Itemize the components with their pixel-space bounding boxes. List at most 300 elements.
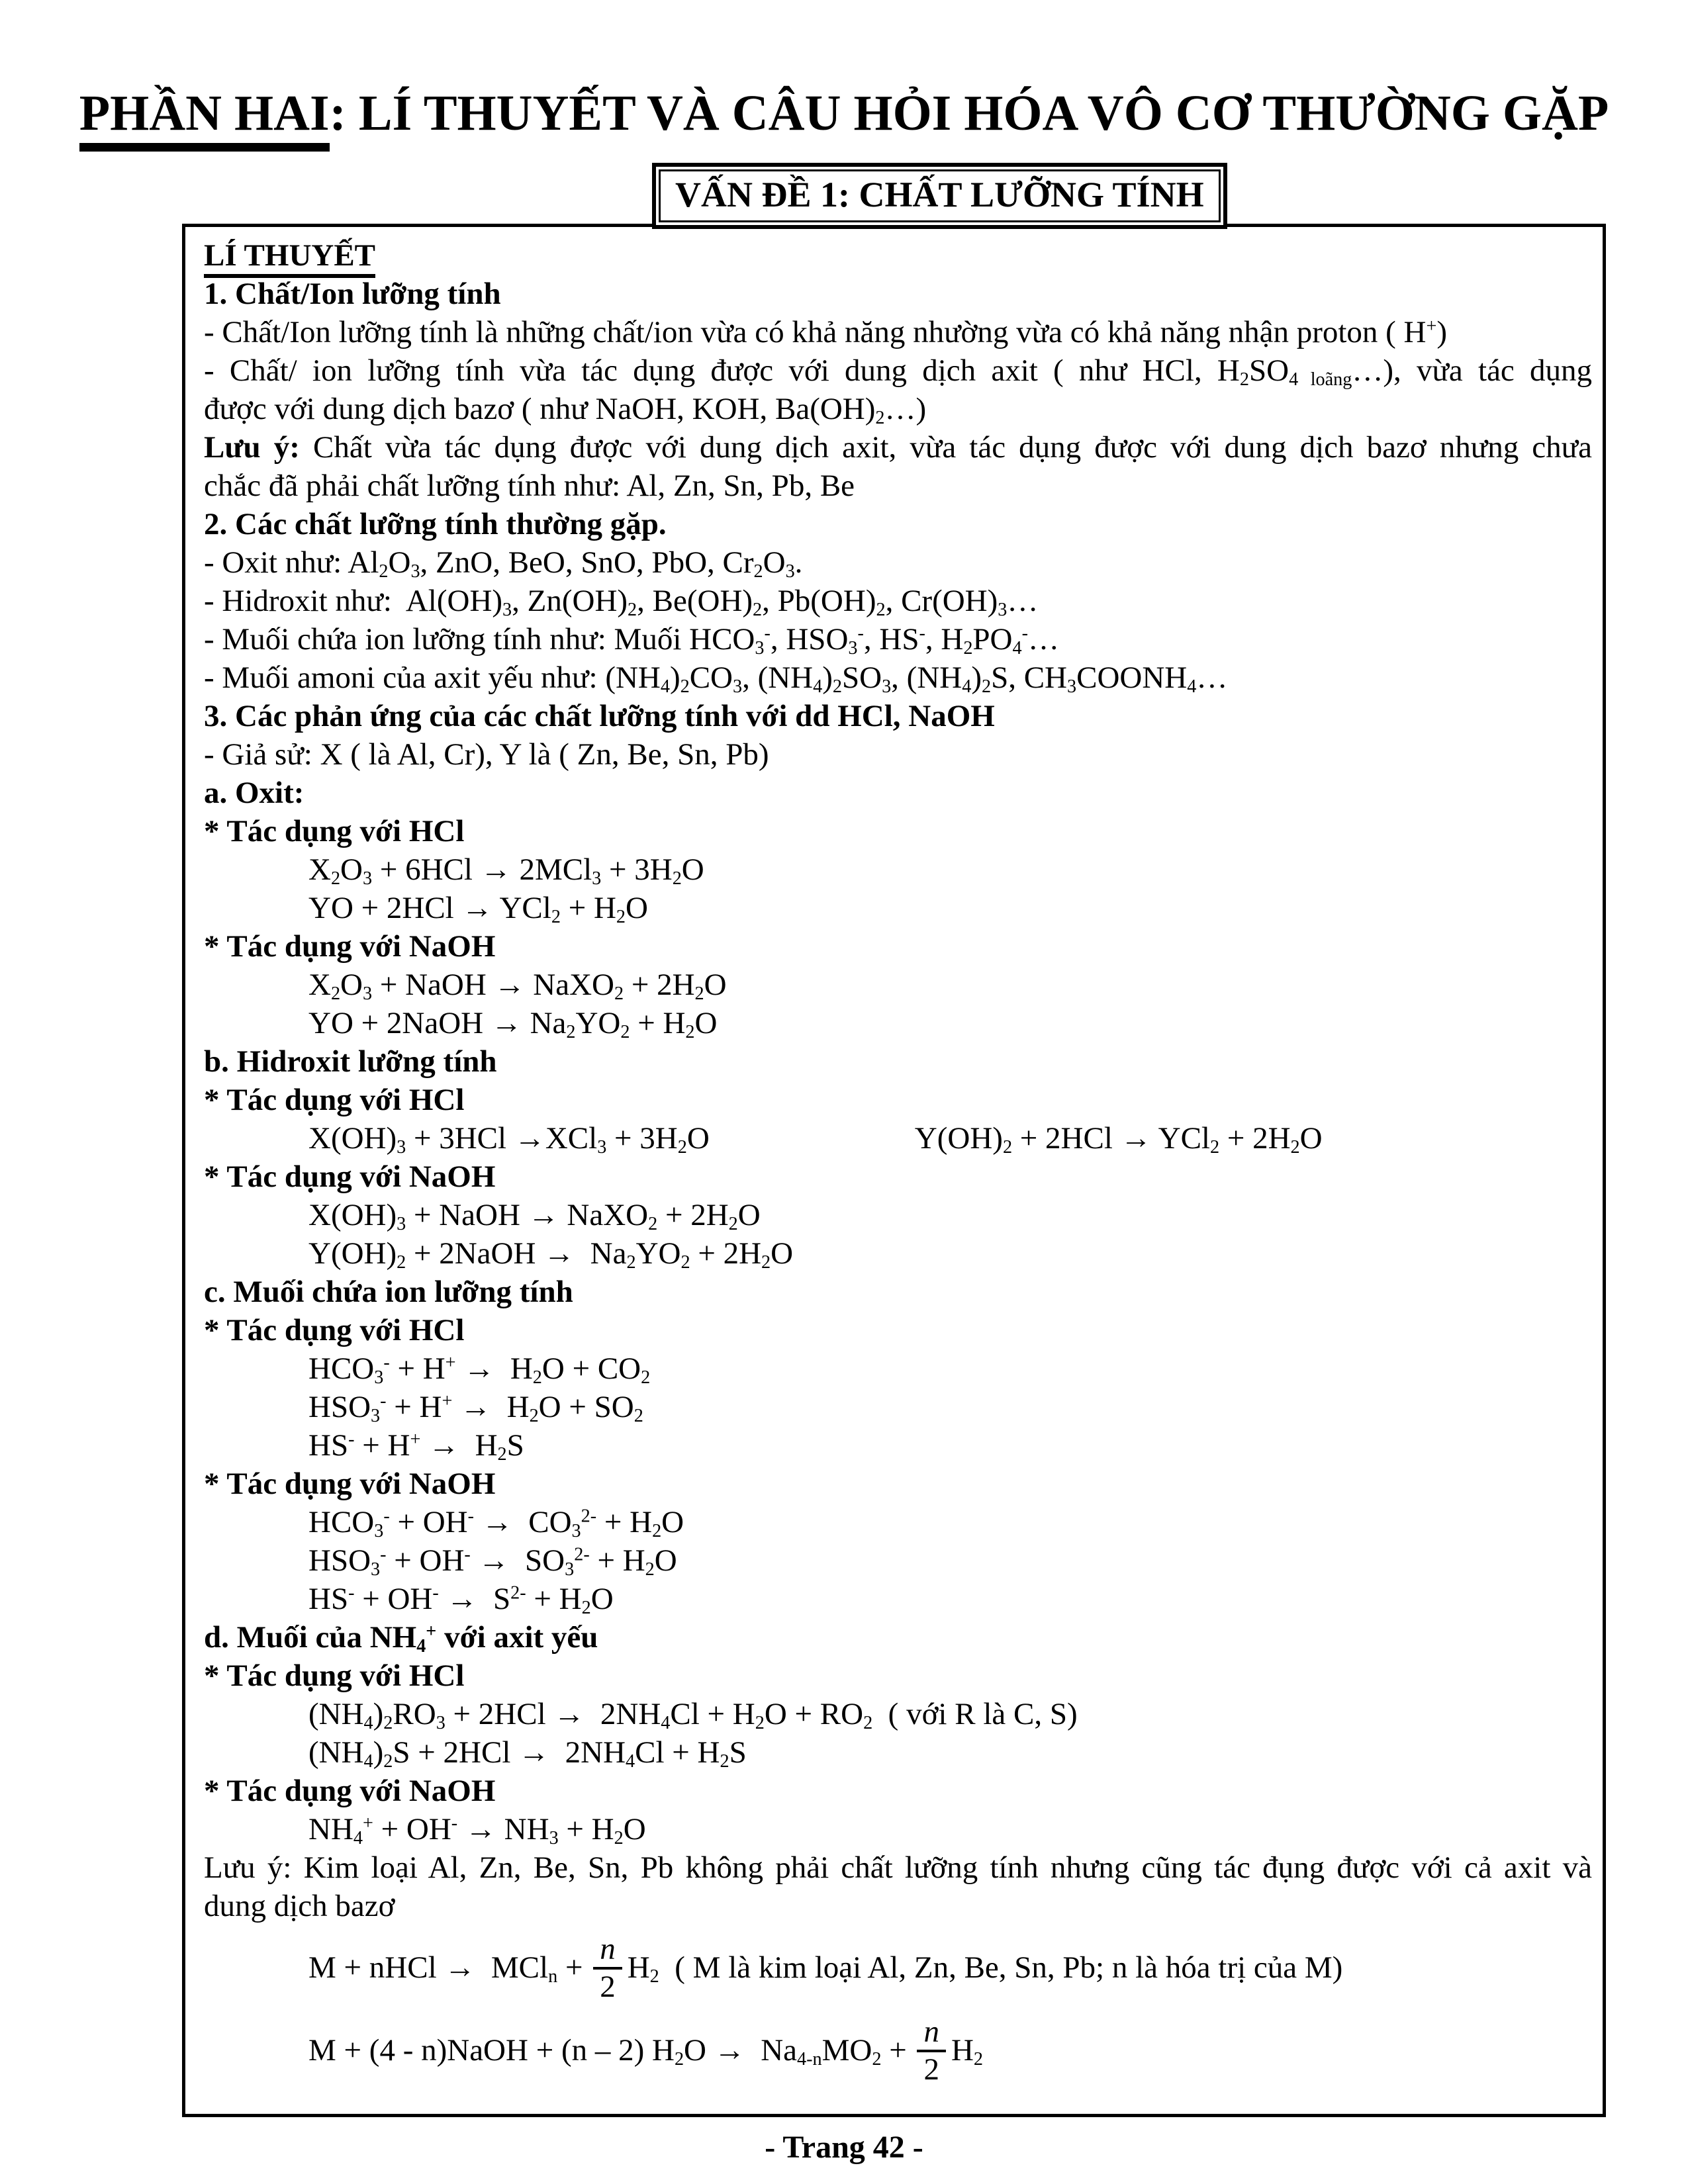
text-segment: , HSO <box>770 621 849 657</box>
text-segment: ) <box>373 1735 384 1770</box>
text-segment: - <box>464 1544 471 1565</box>
text-segment: 3 <box>371 1559 381 1580</box>
text-segment: 2 <box>680 1251 690 1273</box>
text-segment: 2 <box>680 676 690 697</box>
text-segment: + OH <box>389 1504 468 1539</box>
problem-box-label: VẤN ĐỀ 1: CHẤT LƯỠNG TÍNH <box>659 169 1221 222</box>
text-segment: … <box>1027 621 1059 657</box>
text-segment: 2- <box>510 1582 526 1604</box>
fraction: $\frac{n}{2}$ <box>593 1933 622 2004</box>
text-segment: - Giả sử: X ( là Al, Cr), Y là ( Zn, Be, Sn, Pb) <box>204 737 769 772</box>
text-segment: 2 <box>761 1251 771 1273</box>
text-segment: M + nHCl → MCl <box>308 1950 549 1985</box>
text-segment: Y(OH) <box>308 1236 397 1271</box>
text-line <box>204 390 1592 428</box>
text-line <box>204 1388 1592 1426</box>
text-segment: 4 <box>626 1751 635 1772</box>
text-segment: HCO <box>308 1351 375 1386</box>
text-segment: + 2NaOH → Na <box>406 1236 627 1271</box>
text-segment: S + 2HCl → 2NH <box>393 1735 626 1770</box>
text-segment: 3 <box>363 868 373 889</box>
text-segment: + 2H <box>624 967 695 1002</box>
text-line <box>204 505 1592 543</box>
text-segment: + <box>426 1621 437 1642</box>
text-line <box>204 1311 1592 1349</box>
text-segment: X(OH) <box>308 1120 397 1156</box>
text-line <box>204 966 1592 1004</box>
text-segment: + OH <box>373 1811 451 1846</box>
text-segment: 4 <box>353 1827 363 1848</box>
text-segment: 2 <box>649 1966 659 1987</box>
text-segment: 2 <box>1002 1136 1013 1158</box>
text-segment: → SO <box>470 1543 565 1578</box>
fraction: $\frac{n}{2}$ <box>917 2016 946 2087</box>
text-segment: , Pb(OH) <box>762 583 876 618</box>
text-segment: H <box>951 2032 974 2068</box>
text-segment: + 6HCl → 2MCl <box>372 852 592 887</box>
text-line <box>204 1081 1592 1119</box>
text-segment: d. Muối của NH <box>204 1619 417 1655</box>
text-segment: 3 <box>565 1559 575 1580</box>
text-segment: - <box>1021 623 1028 644</box>
text-segment: * Tác dụng với HCl <box>204 1312 465 1347</box>
text-segment: 2 <box>1210 1136 1220 1158</box>
text-segment: RO <box>393 1696 436 1731</box>
text-segment: - Muối amoni của axit yếu như: (NH <box>204 660 661 695</box>
text-segment: 2 <box>720 1751 729 1772</box>
text-segment: 2 <box>614 1827 624 1848</box>
text-line <box>204 774 1592 812</box>
text-line <box>204 1158 1592 1196</box>
text-segment: … <box>1007 583 1039 618</box>
text-segment: CO <box>689 660 733 695</box>
page-number: - Trang 42 - <box>765 2130 923 2165</box>
text-segment: - Hidroxit như: Al(OH) <box>204 583 503 618</box>
text-segment: YO + 2NaOH → Na <box>308 1005 567 1040</box>
text-segment: * Tác dụng với HCl <box>204 1082 465 1117</box>
text-segment: O <box>704 967 727 1002</box>
text-line <box>204 1887 1592 1925</box>
text-line <box>204 1119 1592 1158</box>
text-line <box>204 1810 1592 1848</box>
text-segment: 2 <box>497 1443 507 1465</box>
text-segment: , ZnO, BeO, SnO, PbO, Cr <box>420 545 754 580</box>
text-line <box>204 1618 1592 1657</box>
text-segment: 2 <box>876 599 886 620</box>
text-segment: b. Hidroxit lưỡng tính <box>204 1044 497 1079</box>
text-segment: 2- <box>574 1544 590 1565</box>
text-segment: O <box>686 1120 710 1156</box>
text-segment: O <box>694 1005 718 1040</box>
text-segment: , HS <box>863 621 919 657</box>
text-segment: 3 <box>592 868 602 889</box>
text-segment: SO <box>1248 353 1289 388</box>
text-segment: O <box>763 545 786 580</box>
text-segment: 2 <box>529 1405 539 1426</box>
text-segment: Lưu ý: <box>204 430 300 465</box>
text-segment: + 2H <box>657 1197 729 1232</box>
text-segment: 2 <box>677 1136 687 1158</box>
text-segment: O → Na <box>684 2032 798 2068</box>
text-segment: + NaOH → NaXO <box>372 967 614 1002</box>
text-segment: M + (4 - n)NaOH + (n – 2) H <box>308 2032 675 2068</box>
text-segment: ) <box>669 660 680 695</box>
text-segment: , Cr(OH) <box>885 583 998 618</box>
text-segment: * Tác dụng với HCl <box>204 1658 465 1693</box>
text-segment: 4 loãng <box>1289 369 1352 390</box>
text-segment: 2 <box>648 1213 658 1234</box>
text-segment: 2 <box>981 676 992 697</box>
text-segment: 4 <box>363 1751 373 1772</box>
text-segment: 4 <box>363 1712 373 1733</box>
text-line <box>204 927 1592 966</box>
text-segment: …) <box>884 391 927 426</box>
text-segment: + H <box>526 1581 582 1616</box>
text-segment: → H <box>452 1389 530 1424</box>
text-segment: + <box>881 2032 915 2068</box>
text-segment: 4 <box>661 1712 671 1733</box>
text-segment: - <box>383 1506 390 1527</box>
text-segment: 2 <box>753 561 763 582</box>
text-segment: 2 <box>397 1251 406 1273</box>
text-segment: 2 <box>616 906 626 927</box>
text-segment: O <box>737 1197 761 1232</box>
text-segment: …), vừa tác dụng <box>1352 353 1593 388</box>
text-segment: + <box>557 1950 591 1985</box>
problem-box <box>652 163 1227 229</box>
text-segment: O <box>681 852 704 887</box>
text-segment: 4-n <box>797 2048 822 2070</box>
text-segment: 3 <box>571 1520 581 1541</box>
text-line <box>204 850 1592 889</box>
text-segment: O <box>340 852 363 887</box>
text-line <box>204 1695 1592 1733</box>
text-segment: 4 <box>1187 676 1197 697</box>
text-segment: O <box>654 1543 677 1578</box>
text-segment: HSO <box>308 1543 371 1578</box>
text-line <box>204 1196 1592 1234</box>
text-line <box>204 1004 1592 1042</box>
text-segment: 2 <box>832 676 842 697</box>
text-segment: 2 <box>672 868 682 889</box>
text-segment: O + RO <box>764 1696 864 1731</box>
text-segment: HCO <box>308 1504 375 1539</box>
text-segment: 2 <box>685 1021 695 1042</box>
text-segment: H <box>627 1950 650 1985</box>
text-segment: HS <box>308 1581 349 1616</box>
text-line <box>204 1933 1592 2008</box>
text-segment: - <box>348 1582 355 1604</box>
text-line <box>204 735 1592 774</box>
text-segment: 2 <box>728 1213 738 1234</box>
text-segment: Y(OH) <box>914 1120 1003 1156</box>
text-segment: COONH <box>1076 660 1188 695</box>
text-segment: PO <box>972 621 1013 657</box>
text-segment: 2 <box>755 1712 765 1733</box>
text-segment: 3 <box>733 676 743 697</box>
text-segment: - Oxit như: Al <box>204 545 379 580</box>
text-segment: 3 <box>848 637 858 659</box>
text-segment: 2 <box>383 1751 393 1772</box>
text-line <box>204 1503 1592 1541</box>
text-segment: Lưu ý: Kim loại Al, Zn, Be, Sn, Pb không phải chất lưỡng tính nhưng cũng tác đụng được với cả axit và <box>204 1850 1592 1885</box>
text-segment: 2 <box>614 983 624 1004</box>
text-segment: 2 <box>674 2048 684 2070</box>
text-line <box>204 1273 1592 1311</box>
text-segment: ( M là kim loại Al, Zn, Be, Sn, Pb; n là hóa trị của M) <box>659 1950 1343 1985</box>
text-segment: - <box>432 1582 439 1604</box>
text-segment: O <box>1299 1120 1323 1156</box>
text-line <box>204 812 1592 850</box>
text-line <box>204 659 1592 697</box>
text-line <box>204 582 1592 620</box>
text-segment: - <box>919 623 925 644</box>
text-line <box>204 620 1592 659</box>
text-line <box>204 1234 1592 1273</box>
text-segment: 2 <box>383 1712 393 1733</box>
text-segment: O <box>340 967 363 1002</box>
text-segment: 3 <box>371 1405 381 1426</box>
text-segment: (NH <box>308 1735 364 1770</box>
text-segment: YO <box>635 1236 681 1271</box>
title-colon: : <box>329 85 346 141</box>
text-line <box>204 1733 1592 1772</box>
text-segment: - Muối chứa ion lưỡng tính như: Muối HCO <box>204 621 755 657</box>
text-segment: + <box>410 1429 421 1450</box>
text-segment: HS <box>308 1428 349 1463</box>
text-segment: 2 <box>620 1021 630 1042</box>
text-segment: + 3H <box>606 1120 678 1156</box>
text-segment: 3 <box>397 1213 406 1234</box>
text-line <box>204 1349 1592 1388</box>
text-segment: O <box>388 545 411 580</box>
text-segment: c. Muối chứa ion lưỡng tính <box>204 1274 573 1309</box>
text-segment: - Chất/ ion lưỡng tính vừa tác dụng được với dung dịch axit ( như HCl, H <box>204 353 1240 388</box>
text-segment: 3 <box>998 599 1008 620</box>
text-segment: ) <box>373 1696 384 1731</box>
text-segment: , H <box>925 621 964 657</box>
text-segment: + 2HCl → YCl <box>1012 1120 1210 1156</box>
text-segment: 2 <box>1239 369 1249 390</box>
text-segment: - <box>380 1390 387 1412</box>
text-line <box>204 2016 1592 2091</box>
text-segment: 2 <box>330 983 341 1004</box>
text-segment: + H <box>386 1389 442 1424</box>
text-segment: 2 <box>694 983 704 1004</box>
theory-box <box>182 224 1606 2117</box>
text-segment: X(OH) <box>308 1197 397 1232</box>
text-segment: + 2H <box>1219 1120 1291 1156</box>
text-segment: O + SO <box>538 1389 634 1424</box>
text-segment: 3 <box>374 1367 384 1388</box>
text-segment: O <box>623 1811 646 1846</box>
text-segment: a. Oxit: <box>204 775 305 810</box>
text-segment: 3 <box>755 637 765 659</box>
text-segment: 3 <box>374 1520 384 1541</box>
page-footer <box>0 2129 1688 2165</box>
text-segment: NH <box>308 1811 353 1846</box>
text-segment: 3 <box>1067 676 1077 697</box>
text-segment: SO <box>841 660 882 695</box>
text-segment: 4 <box>416 1635 426 1657</box>
text-segment: 1. Chất/Ion lưỡng tính <box>204 276 501 311</box>
text-segment: 2 <box>626 1251 636 1273</box>
text-line <box>204 1541 1592 1580</box>
text-segment: 3 <box>502 599 512 620</box>
text-segment: , Zn(OH) <box>512 583 628 618</box>
text-line <box>204 1657 1592 1695</box>
text-segment: … <box>1196 660 1228 695</box>
text-segment: 2 <box>645 1559 655 1580</box>
text-segment: ) <box>822 660 833 695</box>
text-segment: → S <box>438 1581 511 1616</box>
text-segment: với axit yếu <box>436 1619 598 1655</box>
text-segment: Cl + H <box>670 1696 755 1731</box>
text-segment: + 3HCl →XCl <box>406 1120 598 1156</box>
text-segment: Chất vừa tác dụng được với dung dịch axit, vừa tác dụng được với dung dịch bazơ nhưng chưa <box>299 430 1593 465</box>
text-segment: S, CH <box>991 660 1067 695</box>
text-segment: + <box>442 1390 453 1412</box>
text-segment: 2 <box>551 906 561 927</box>
text-line <box>204 351 1592 390</box>
text-segment: 3 <box>363 983 373 1004</box>
text-segment: - <box>451 1813 458 1834</box>
text-segment: + 3H <box>601 852 673 887</box>
text-segment: 2 <box>872 2048 882 2070</box>
text-segment: chắc đã phải chất lưỡng tính như: Al, Zn, Sn, Pb, Be <box>204 468 855 503</box>
text-segment: 3 <box>397 1136 406 1158</box>
text-segment: 2- <box>581 1506 597 1527</box>
text-segment: - <box>857 623 864 644</box>
title-underlined-part: PHẦN HAI <box>79 85 330 152</box>
text-segment: 2 <box>532 1367 542 1388</box>
text-line <box>204 1426 1592 1465</box>
text-segment: + H <box>560 890 616 925</box>
text-segment: 3. Các phản ứng của các chất lưỡng tính với dd HCl, NaOH <box>204 698 995 733</box>
text-line <box>204 313 1592 351</box>
text-line <box>204 1042 1592 1081</box>
text-segment: , Be(OH) <box>637 583 753 618</box>
text-segment: 3 <box>549 1827 559 1848</box>
text-segment: 2. Các chất lưỡng tính thường gặp. <box>204 506 667 541</box>
text-segment: * Tác dụng với NaOH <box>204 1773 496 1808</box>
text-segment: n <box>548 1966 558 1987</box>
text-segment: HSO <box>308 1389 371 1424</box>
text-segment: S <box>729 1735 747 1770</box>
text-segment: được với dung dịch bazơ ( như NaOH, KOH, Ba(OH) <box>204 391 876 426</box>
text-segment: → H <box>420 1428 498 1463</box>
text-segment: , (NH <box>891 660 962 695</box>
text-segment: * Tác dụng với HCl <box>204 813 465 848</box>
text-segment: . <box>794 545 803 580</box>
text-segment: + <box>362 1813 373 1834</box>
page-title <box>0 0 1688 140</box>
text-segment: + NaOH → NaXO <box>406 1197 649 1232</box>
text-segment: + 2H <box>690 1236 762 1271</box>
text-segment: 2 <box>628 599 637 620</box>
text-segment: - <box>764 623 771 644</box>
text-segment: * Tác dụng với NaOH <box>204 1466 496 1501</box>
text-segment: , (NH <box>742 660 814 695</box>
text-segment: O + CO <box>541 1351 641 1386</box>
text-segment: 2 <box>566 1021 576 1042</box>
text-segment: O <box>625 890 648 925</box>
text-segment: - <box>348 1429 355 1450</box>
text-segment: 2 <box>963 637 973 659</box>
text-segment: X <box>308 852 331 887</box>
text-segment: LÍ THUYẾT <box>204 238 375 278</box>
text-segment: 4 <box>660 676 670 697</box>
text-segment: (NH <box>308 1696 364 1731</box>
text-segment: → NH <box>457 1811 549 1846</box>
text-segment: X <box>308 967 331 1002</box>
text-segment: dung dịch bazơ <box>204 1888 395 1923</box>
text-segment: Cl + H <box>635 1735 720 1770</box>
text-segment: ) <box>971 660 982 695</box>
text-segment: 4 <box>962 676 972 697</box>
text-segment: 3 <box>436 1712 445 1733</box>
text-segment: + <box>445 1352 456 1373</box>
text-segment: - <box>383 1352 390 1373</box>
text-segment: + H <box>389 1351 445 1386</box>
text-segment: MO <box>821 2032 872 2068</box>
text-segment: YO + 2HCl → YCl <box>308 890 551 925</box>
text-segment: O <box>771 1236 794 1271</box>
text-segment: - Chất/Ion lưỡng tính là những chất/ion vừa có khả năng nhường vừa có khả năng nhận proton ( H <box>204 314 1427 349</box>
text-line <box>204 697 1592 735</box>
text-segment: 2 <box>973 2048 984 2070</box>
text-segment: 3 <box>882 676 892 697</box>
text-segment: 3 <box>785 561 795 582</box>
text-segment: * Tác dụng với NaOH <box>204 1159 496 1194</box>
text-segment: + H <box>354 1428 410 1463</box>
theory-content <box>204 236 1592 2090</box>
text-segment: ( với R là C, S) <box>872 1696 1078 1731</box>
text-segment: YO <box>575 1005 621 1040</box>
text-segment: S <box>506 1428 524 1463</box>
text-segment: → CO <box>474 1504 572 1539</box>
text-segment: 2 <box>581 1597 591 1618</box>
text-line <box>204 543 1592 582</box>
text-segment: 2 <box>652 1520 662 1541</box>
text-segment: - <box>467 1506 474 1527</box>
text-segment: ) <box>1436 314 1448 349</box>
text-segment: 4 <box>813 676 823 697</box>
text-segment: 2 <box>1290 1136 1300 1158</box>
text-line <box>204 1580 1592 1618</box>
text-line <box>204 1772 1592 1810</box>
text-segment: O <box>661 1504 684 1539</box>
text-line <box>204 236 1592 275</box>
text-line <box>204 275 1592 313</box>
text-segment: 3 <box>410 561 420 582</box>
text-segment: * Tác dụng với NaOH <box>204 929 496 964</box>
text-segment: - <box>380 1544 387 1565</box>
text-line <box>204 428 1592 467</box>
text-segment: 2 <box>753 599 763 620</box>
text-segment: + H <box>596 1504 653 1539</box>
text-segment: + OH <box>386 1543 465 1578</box>
text-segment: + OH <box>354 1581 433 1616</box>
text-segment: + 2HCl → 2NH <box>445 1696 661 1731</box>
text-line <box>204 1848 1592 1887</box>
text-line <box>204 467 1592 505</box>
text-segment: 2 <box>863 1712 873 1733</box>
text-segment: + H <box>630 1005 686 1040</box>
text-segment: + H <box>589 1543 645 1578</box>
text-segment: O <box>590 1581 614 1616</box>
text-line <box>204 1465 1592 1503</box>
